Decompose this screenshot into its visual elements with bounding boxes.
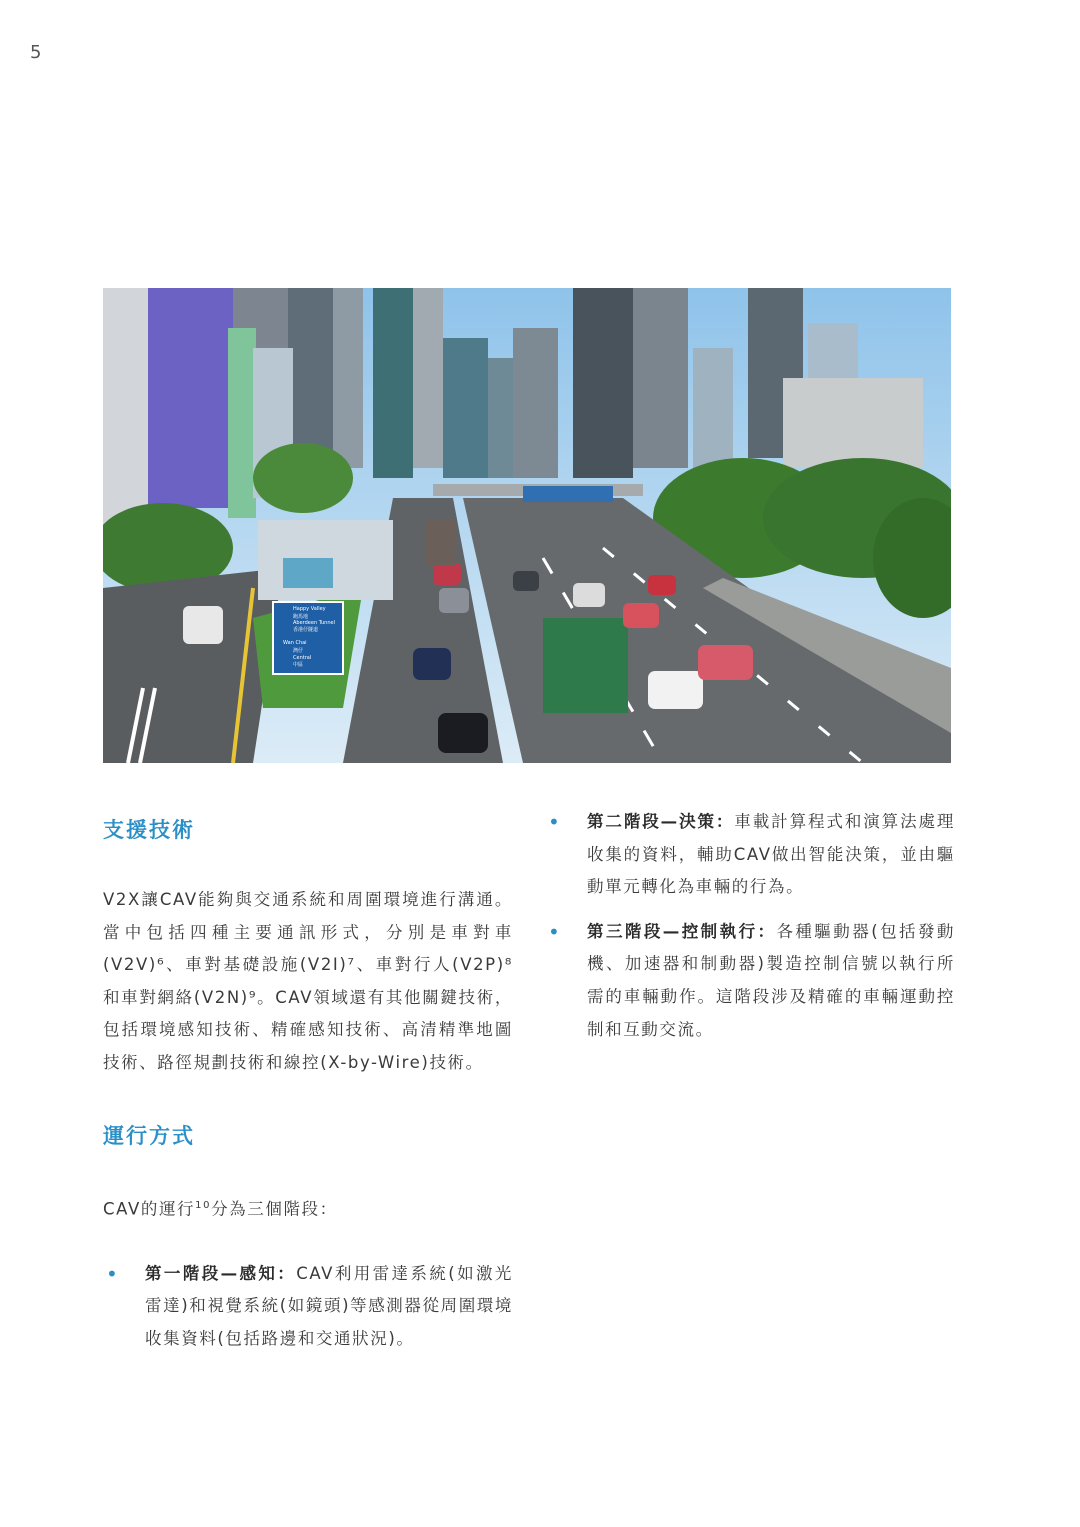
bullet-icon: • bbox=[106, 1261, 120, 1286]
operation-intro-b: 分為三個階段： bbox=[211, 1199, 338, 1219]
sign-text-8: 中區 bbox=[293, 662, 304, 668]
support-tech-paragraph: V2X讓CAV能夠與交通系統和周圍環境進行溝通。當中包括四種主要通訊形式，分別是車對車(V2V)⁶、車對基礎設施(V2I)⁷、車對行人(V2P)⁸和車對網絡(V2N)⁹。CAV領域還有其他關鍵技術，包括環境感知技術、精確感知技術、高清精準地圖技術、路徑規劃技術和線控(X-by-Wire)技術。 bbox=[103, 890, 513, 1072]
stage-item-1 bbox=[103, 1258, 513, 1356]
bullet-icon: • bbox=[548, 919, 562, 944]
sign-text-2: 跑馬地 bbox=[293, 614, 309, 620]
footnote-ref: 10 bbox=[195, 1199, 212, 1211]
left-column bbox=[103, 800, 513, 1367]
stage-item-2 bbox=[545, 806, 955, 904]
sign-text-4: 香港仔隧道 bbox=[293, 627, 319, 633]
stage-list-left bbox=[103, 1258, 513, 1356]
stage-text: CAV利用雷達系統(如激光雷達)和視覺系統(如鏡頭)等感測器從周圍環境收集資料(包括路邊和交通狀況)。 bbox=[145, 1263, 514, 1348]
stage-list-right bbox=[545, 806, 955, 1046]
section-heading-support-tech: 支援技術 bbox=[103, 818, 195, 842]
sign-text-5: Wan Chai bbox=[283, 640, 307, 646]
sign-text-1: Happy Valley bbox=[293, 606, 326, 612]
operation-intro-a: CAV的運行 bbox=[103, 1199, 196, 1219]
sign-text-6: 灣仔 bbox=[293, 648, 304, 654]
stage-item-3 bbox=[545, 916, 955, 1046]
section-heading-operation: 運行方式 bbox=[103, 1123, 195, 1148]
street-photo bbox=[103, 288, 951, 763]
right-column bbox=[545, 806, 955, 1058]
stage-title: 第二階段—決策： bbox=[587, 812, 735, 831]
stage-text: 車載計算程式和演算法處理收集的資料，輔助CAV做出智能決策，並由驅動單元轉化為車輛的行為。 bbox=[587, 812, 955, 897]
sign-text-3: Aberdeen Tunnel bbox=[293, 620, 335, 626]
bullet-icon: • bbox=[548, 810, 562, 834]
page-number: 5 bbox=[30, 42, 42, 63]
operation-intro bbox=[103, 1190, 513, 1226]
stage-title: 第一階段—感知： bbox=[145, 1263, 297, 1283]
stage-text: 各種驅動器(包括發動機、加速器和制動器)製造控制信號以執行所需的車輛動作。這階段涉及精確的車輛運動控制和互動交流。 bbox=[587, 921, 956, 1039]
stage-title: 第三階段—控制執行： bbox=[587, 921, 777, 941]
sign-text-7: Central bbox=[293, 655, 312, 661]
